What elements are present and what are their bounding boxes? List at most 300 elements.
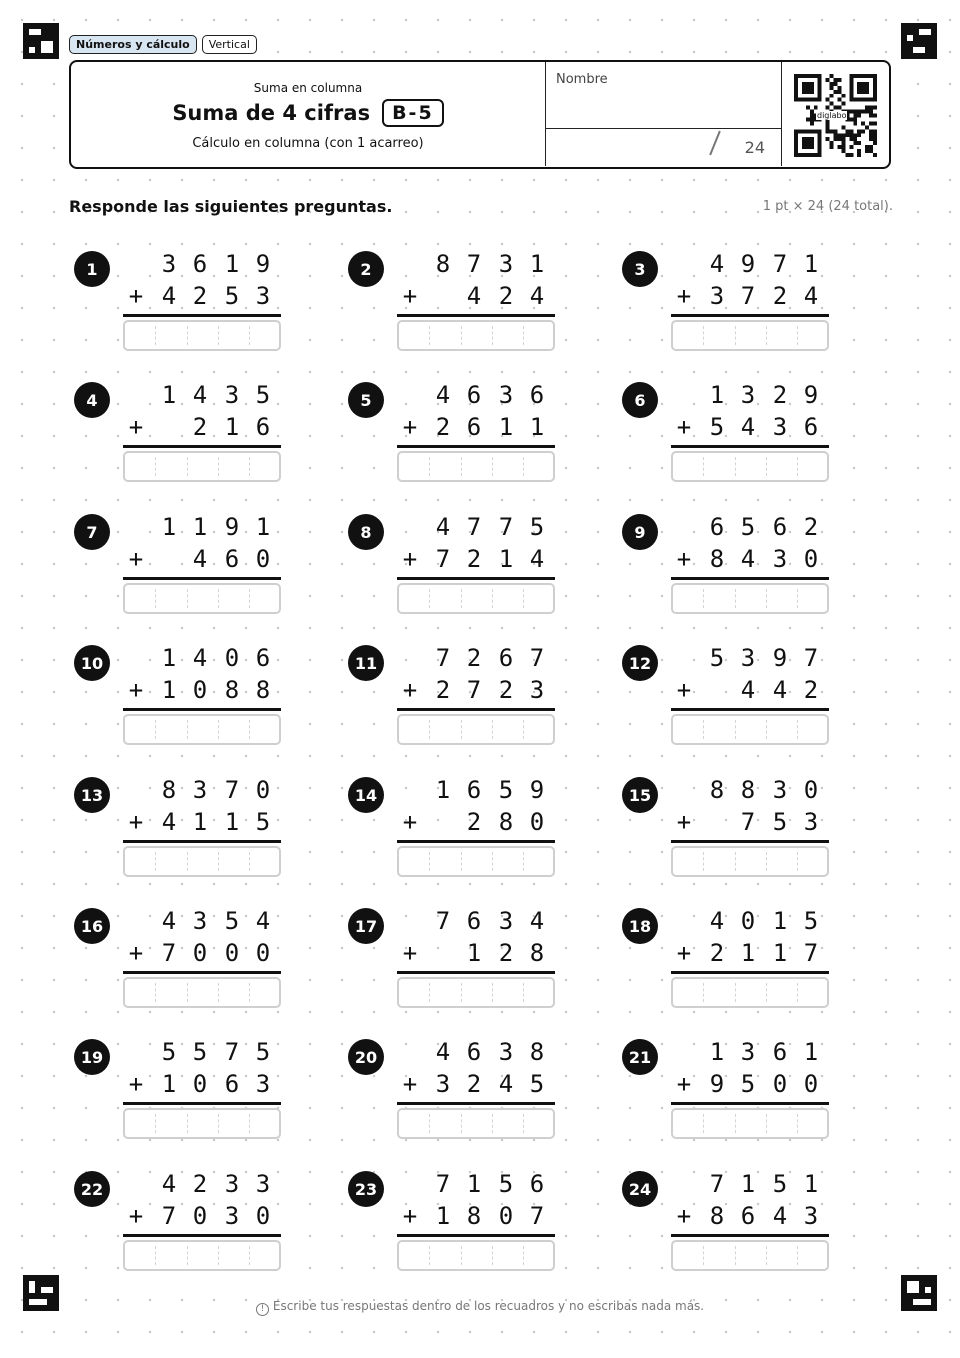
problem-number: 23 [348, 1171, 384, 1207]
problem-24 [618, 1152, 888, 1272]
digit: 3 [498, 907, 514, 935]
addend-bottom [397, 1200, 557, 1232]
digit: 1 [803, 1038, 819, 1066]
digit-separator [523, 589, 524, 608]
answer-box[interactable] [671, 320, 829, 351]
digit-separator [155, 326, 156, 345]
addend-bottom [123, 937, 283, 969]
digit: 6 [772, 513, 788, 541]
plus-sign: + [128, 282, 144, 310]
digit: 2 [709, 939, 725, 967]
digit: 5 [255, 808, 271, 836]
digit-separator [218, 326, 219, 345]
digit: 1 [224, 808, 240, 836]
plus-sign: + [402, 413, 418, 441]
digit-separator [735, 326, 736, 345]
digit-separator [461, 589, 462, 608]
digit-separator [735, 720, 736, 739]
digit: 4 [772, 1202, 788, 1230]
addend-top [397, 774, 557, 806]
category-tags [69, 35, 257, 54]
sum-rule [123, 1102, 281, 1105]
digit: 7 [435, 1170, 451, 1198]
addend-bottom [671, 543, 831, 575]
addend-bottom [671, 806, 831, 838]
problem-number: 11 [348, 645, 384, 681]
digit: 2 [803, 676, 819, 704]
digit-separator [461, 326, 462, 345]
digit: 1 [709, 381, 725, 409]
digit: 6 [192, 250, 208, 278]
digit: 2 [192, 1170, 208, 1198]
digit-separator [735, 589, 736, 608]
sum-rule [671, 971, 829, 974]
digit: 1 [709, 1038, 725, 1066]
answer-box[interactable] [397, 320, 555, 351]
digit-separator [429, 983, 430, 1002]
tag-format: Vertical [202, 35, 257, 54]
digit-separator [703, 457, 704, 476]
digit-separator [461, 852, 462, 871]
digit: 3 [498, 1038, 514, 1066]
digit: 6 [466, 381, 482, 409]
digit-separator [766, 1114, 767, 1133]
digit-separator [492, 326, 493, 345]
digit: 9 [529, 776, 545, 804]
digit-separator [187, 326, 188, 345]
addend-top [671, 1168, 831, 1200]
digit-separator [703, 852, 704, 871]
addend-top [123, 642, 283, 674]
digit-separator [461, 720, 462, 739]
answer-box[interactable] [671, 977, 829, 1008]
digit: 8 [529, 1038, 545, 1066]
digit-separator [766, 852, 767, 871]
problem-number: 15 [622, 777, 658, 813]
digit: 3 [740, 381, 756, 409]
addend-bottom [397, 411, 557, 443]
digit: 2 [772, 381, 788, 409]
answer-box[interactable] [671, 1240, 829, 1271]
digit: 0 [224, 644, 240, 672]
digit: 2 [435, 413, 451, 441]
name-field[interactable] [545, 62, 781, 166]
digit: 1 [435, 776, 451, 804]
sum-rule [671, 314, 829, 317]
addend-bottom [671, 674, 831, 706]
instruction-text: Responde las siguientes preguntas. [69, 197, 393, 216]
addend-top [671, 379, 831, 411]
answer-box[interactable] [397, 977, 555, 1008]
addend-bottom [397, 937, 557, 969]
problem-number: 24 [622, 1171, 658, 1207]
digit-separator [187, 1246, 188, 1265]
digit: 5 [772, 1170, 788, 1198]
digit: 1 [255, 513, 271, 541]
digit-separator [523, 983, 524, 1002]
digit-separator [735, 457, 736, 476]
digit-separator [249, 457, 250, 476]
digit: 9 [772, 644, 788, 672]
addend-bottom [671, 937, 831, 969]
digit: 1 [161, 381, 177, 409]
addend-bottom [671, 1068, 831, 1100]
digit: 6 [466, 907, 482, 935]
digit: 3 [529, 676, 545, 704]
digit: 7 [435, 644, 451, 672]
digit: 0 [803, 545, 819, 573]
addend-top [397, 905, 557, 937]
digit: 7 [803, 939, 819, 967]
digit: 4 [772, 676, 788, 704]
name-divider [546, 128, 781, 129]
digit-separator [429, 1114, 430, 1133]
digit: 5 [498, 776, 514, 804]
sum-rule [397, 314, 555, 317]
sum-rule [123, 314, 281, 317]
digit-separator [429, 326, 430, 345]
digit-separator [155, 983, 156, 1002]
digit: 1 [740, 1170, 756, 1198]
sum-rule [123, 840, 281, 843]
score-slash [709, 131, 721, 156]
corner-marker-top-left [23, 23, 59, 59]
digit-separator [797, 852, 798, 871]
name-label: Nombre [556, 72, 608, 87]
addend-top [671, 248, 831, 280]
digit: 0 [255, 1202, 271, 1230]
digit: 8 [709, 545, 725, 573]
addend-top [123, 379, 283, 411]
digit-separator [735, 983, 736, 1002]
score-total: 24 [744, 138, 765, 157]
digit: 8 [709, 1202, 725, 1230]
digit: 4 [740, 413, 756, 441]
digit-separator [797, 1246, 798, 1265]
sum-rule [397, 445, 555, 448]
digit-separator [523, 852, 524, 871]
digit: 4 [435, 381, 451, 409]
digit: 0 [803, 1070, 819, 1098]
sum-rule [397, 971, 555, 974]
digit-separator [155, 1246, 156, 1265]
sum-rule [123, 445, 281, 448]
digit-separator [187, 720, 188, 739]
addend-top [671, 1036, 831, 1068]
digit: 1 [161, 1070, 177, 1098]
digit: 3 [255, 282, 271, 310]
plus-sign: + [402, 282, 418, 310]
answer-box[interactable] [397, 1108, 555, 1139]
digit: 5 [709, 413, 725, 441]
digit: 6 [255, 644, 271, 672]
digit: 5 [192, 1038, 208, 1066]
problem-23 [344, 1152, 614, 1272]
footer-text: Escribe tus respuestas dentro de los recuadros y no escribas nada más. [272, 1299, 705, 1313]
digit: 6 [709, 513, 725, 541]
answer-box[interactable] [123, 846, 281, 877]
plus-sign: + [676, 939, 692, 967]
plus-sign: + [676, 545, 692, 573]
answer-box[interactable] [671, 846, 829, 877]
answer-box[interactable] [397, 1240, 555, 1271]
digit-separator [249, 983, 250, 1002]
addend-top [397, 1036, 557, 1068]
digit: 3 [803, 1202, 819, 1230]
digit: 1 [161, 644, 177, 672]
problem-8 [344, 495, 614, 615]
digit: 6 [466, 1038, 482, 1066]
digit: 4 [192, 644, 208, 672]
plus-sign: + [676, 282, 692, 310]
digit: 3 [161, 250, 177, 278]
digit: 4 [161, 907, 177, 935]
digit: 0 [255, 776, 271, 804]
answer-box[interactable] [397, 451, 555, 482]
digit: 2 [498, 282, 514, 310]
digit: 1 [192, 513, 208, 541]
problem-2 [344, 232, 614, 352]
plus-sign: + [402, 939, 418, 967]
digit: 4 [435, 1038, 451, 1066]
worksheet-code: B-5 [382, 99, 444, 127]
qr-label: diglabo [817, 111, 847, 120]
digit: 4 [161, 808, 177, 836]
addend-top [123, 511, 283, 543]
digit-separator [703, 720, 704, 739]
answer-box[interactable] [123, 1108, 281, 1139]
digit-separator [766, 326, 767, 345]
digit: 1 [803, 250, 819, 278]
digit: 6 [803, 413, 819, 441]
digit: 8 [161, 776, 177, 804]
plus-sign: + [402, 808, 418, 836]
answer-box[interactable] [123, 451, 281, 482]
answer-box[interactable] [671, 1108, 829, 1139]
sum-rule [123, 1234, 281, 1237]
digit: 6 [740, 1202, 756, 1230]
addend-bottom [123, 806, 283, 838]
answer-box[interactable] [123, 1240, 281, 1271]
digit: 4 [466, 282, 482, 310]
digit: 7 [224, 776, 240, 804]
problem-number: 8 [348, 514, 384, 550]
digit: 7 [435, 545, 451, 573]
problem-number: 13 [74, 777, 110, 813]
digit: 3 [772, 413, 788, 441]
digit: 5 [161, 1038, 177, 1066]
problem-18 [618, 889, 888, 1009]
digit-separator [218, 720, 219, 739]
digit: 3 [498, 250, 514, 278]
digit-separator [429, 589, 430, 608]
addend-top [123, 774, 283, 806]
answer-box[interactable] [123, 320, 281, 351]
answer-box[interactable] [123, 977, 281, 1008]
sum-rule [671, 708, 829, 711]
digit: 1 [466, 939, 482, 967]
digit: 9 [224, 513, 240, 541]
digit: 6 [224, 545, 240, 573]
problem-number: 3 [622, 251, 658, 287]
digit-separator [703, 983, 704, 1002]
digit: 3 [192, 907, 208, 935]
answer-box[interactable] [671, 714, 829, 745]
digit: 6 [466, 413, 482, 441]
digit: 0 [740, 907, 756, 935]
problem-number: 16 [74, 908, 110, 944]
digit: 9 [803, 381, 819, 409]
addend-top [123, 248, 283, 280]
digit: 9 [709, 1070, 725, 1098]
digit: 2 [192, 282, 208, 310]
digit: 1 [161, 676, 177, 704]
digit: 4 [740, 676, 756, 704]
digit-separator [461, 1246, 462, 1265]
digit-separator [797, 720, 798, 739]
addend-top [671, 774, 831, 806]
digit: 3 [772, 545, 788, 573]
digit: 6 [529, 1170, 545, 1198]
problem-number: 17 [348, 908, 384, 944]
digit: 7 [772, 250, 788, 278]
digit: 3 [740, 1038, 756, 1066]
problem-14 [344, 758, 614, 878]
digit: 3 [435, 1070, 451, 1098]
digit-separator [523, 457, 524, 476]
digit: 9 [740, 250, 756, 278]
sum-rule [123, 577, 281, 580]
sum-rule [671, 445, 829, 448]
addend-top [397, 642, 557, 674]
title-block [71, 62, 545, 166]
corner-marker-top-right [901, 23, 937, 59]
addend-top [123, 1036, 283, 1068]
digit: 8 [498, 808, 514, 836]
problem-3 [618, 232, 888, 352]
digit: 2 [192, 413, 208, 441]
digit-separator [249, 852, 250, 871]
digit-separator [187, 983, 188, 1002]
digit-separator [735, 1246, 736, 1265]
problem-9 [618, 495, 888, 615]
digit: 1 [740, 939, 756, 967]
digit: 6 [255, 413, 271, 441]
digit: 6 [498, 644, 514, 672]
digit-separator [523, 1114, 524, 1133]
digit-separator [461, 1114, 462, 1133]
digit: 7 [709, 1170, 725, 1198]
digit-separator [523, 326, 524, 345]
digit: 7 [161, 1202, 177, 1230]
addend-top [397, 511, 557, 543]
digit: 3 [192, 776, 208, 804]
digit: 0 [224, 939, 240, 967]
plus-sign: + [676, 1202, 692, 1230]
plus-sign: + [402, 1202, 418, 1230]
plus-sign: + [402, 545, 418, 573]
answer-box[interactable] [397, 583, 555, 614]
digit: 8 [740, 776, 756, 804]
addend-bottom [671, 411, 831, 443]
addend-top [397, 1168, 557, 1200]
digit-separator [797, 457, 798, 476]
digit: 3 [772, 776, 788, 804]
problem-number: 5 [348, 382, 384, 418]
answer-box[interactable] [123, 583, 281, 614]
digit: 2 [466, 1070, 482, 1098]
sum-rule [671, 1102, 829, 1105]
digit: 6 [529, 381, 545, 409]
problem-number: 22 [74, 1171, 110, 1207]
sum-rule [397, 1102, 555, 1105]
digit: 0 [255, 545, 271, 573]
problem-number: 20 [348, 1039, 384, 1075]
digit-separator [766, 589, 767, 608]
digit: 5 [740, 1070, 756, 1098]
digit: 4 [161, 1170, 177, 1198]
digit: 6 [772, 1038, 788, 1066]
digit: 1 [192, 808, 208, 836]
plus-sign: + [128, 1202, 144, 1230]
problem-4 [70, 363, 340, 483]
plus-sign: + [676, 808, 692, 836]
digit-separator [218, 852, 219, 871]
digit-separator [249, 1246, 250, 1265]
digit: 7 [435, 907, 451, 935]
digit-separator [492, 852, 493, 871]
problem-12 [618, 626, 888, 746]
addend-top [671, 511, 831, 543]
problem-21 [618, 1020, 888, 1140]
problem-19 [70, 1020, 340, 1140]
digit-separator [735, 852, 736, 871]
digit-separator [429, 1246, 430, 1265]
digit: 4 [803, 282, 819, 310]
digit: 0 [192, 1202, 208, 1230]
digit-separator [766, 983, 767, 1002]
digit-separator [703, 1114, 704, 1133]
title-row [71, 99, 545, 127]
digit-separator [766, 1246, 767, 1265]
digit: 0 [498, 1202, 514, 1230]
sum-rule [397, 1234, 555, 1237]
digit: 7 [740, 808, 756, 836]
digit: 7 [466, 676, 482, 704]
plus-sign: + [128, 413, 144, 441]
answer-box[interactable] [671, 451, 829, 482]
addend-bottom [123, 674, 283, 706]
problem-number: 7 [74, 514, 110, 550]
answer-box[interactable] [123, 714, 281, 745]
tag-category: Números y cálculo [69, 35, 197, 54]
answer-box[interactable] [397, 714, 555, 745]
addend-bottom [397, 806, 557, 838]
answer-box[interactable] [671, 583, 829, 614]
answer-box[interactable] [397, 846, 555, 877]
digit: 5 [498, 1170, 514, 1198]
digit: 7 [803, 644, 819, 672]
problem-16 [70, 889, 340, 1009]
digit: 5 [224, 282, 240, 310]
digit: 1 [498, 413, 514, 441]
problem-number: 1 [74, 251, 110, 287]
digit: 5 [529, 513, 545, 541]
digit: 5 [529, 1070, 545, 1098]
digit-separator [155, 589, 156, 608]
digit: 0 [255, 939, 271, 967]
digit: 7 [161, 939, 177, 967]
